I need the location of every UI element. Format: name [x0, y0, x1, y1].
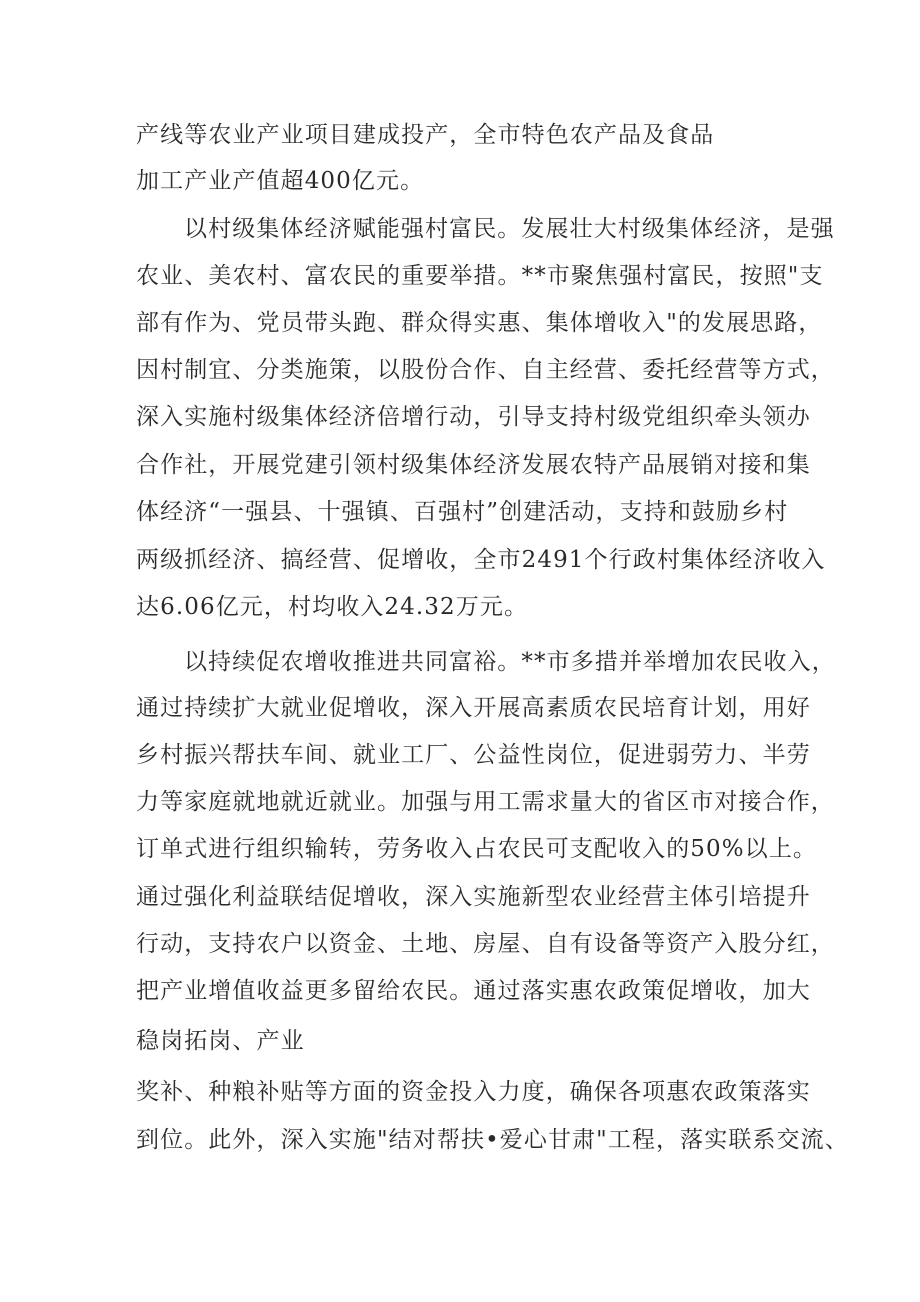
text-line: 体经济“一强县、十强镇、百强村”创建活动，支持和鼓励乡村 — [136, 499, 789, 525]
text-line: 深入实施村级集体经济倍增行动，引导支持村级党组织牵头领办 — [136, 404, 811, 430]
text-line: 农业、美农村、富农民的重要举措。**市聚焦强村富民，按照"支 — [136, 263, 824, 289]
text-line: 把产业增值收益更多留给农民。通过落实惠农政策促增收，加大 — [136, 978, 811, 1004]
text-line: 订单式进行组织输转，劳务收入占农民可支配收入的50%以上。 — [136, 836, 818, 862]
text-line: 加工产业产值超400亿元。 — [136, 168, 425, 194]
text-line: 奖补、种粮补贴等方面的资金投入力度，确保各项惠农政策落实 — [136, 1079, 811, 1105]
text-line: 合作社，开展党建引领村级集体经济发展农特产品展销对接和集 — [136, 452, 811, 478]
text-line: 部有作为、党员带头跑、群众得实惠、集体增收入"的发展思路， — [136, 310, 823, 336]
text-line: 因村制宜、分类施策，以股份合作、自主经营、委托经营等方式， — [136, 357, 835, 383]
text-line: 达6.06亿元，村均收入24.32万元。 — [136, 594, 529, 620]
text-line: 稳岗拓岗、产业 — [136, 1028, 305, 1054]
text-line: 通过持续扩大就业促增收，深入开展高素质农民培育计划，用好 — [136, 695, 811, 721]
text-line: 产线等农业产业项目建成投产，全市特色农产品及食品 — [136, 122, 715, 148]
text-line: 通过强化利益联结促增收，深入实施新型农业经营主体引培提升 — [136, 884, 811, 910]
text-line: 乡村振兴帮扶车间、就业工厂、公益性岗位，促进弱劳力、半劳 — [136, 742, 811, 768]
paragraph-start-line: 以持续促农增收推进共同富裕。**市多措并举增加农民收入， — [184, 649, 836, 675]
text-line: 两级抓经济、搞经营、促增收，全市2491个行政村集体经济收入 — [136, 547, 826, 573]
text-line: 行动，支持农户以资金、土地、房屋、自有设备等资产入股分红， — [136, 931, 835, 957]
text-line: 力等家庭就地就近就业。加强与用工需求量大的省区市对接合作， — [136, 789, 835, 815]
paragraph-start-line: 以村级集体经济赋能强村富民。发展壮大村级集体经济，是强 — [184, 216, 835, 242]
text-line: 到位。此外，深入实施"结对帮扶•爱心甘肃"工程，落实联系交流、 — [136, 1127, 849, 1153]
